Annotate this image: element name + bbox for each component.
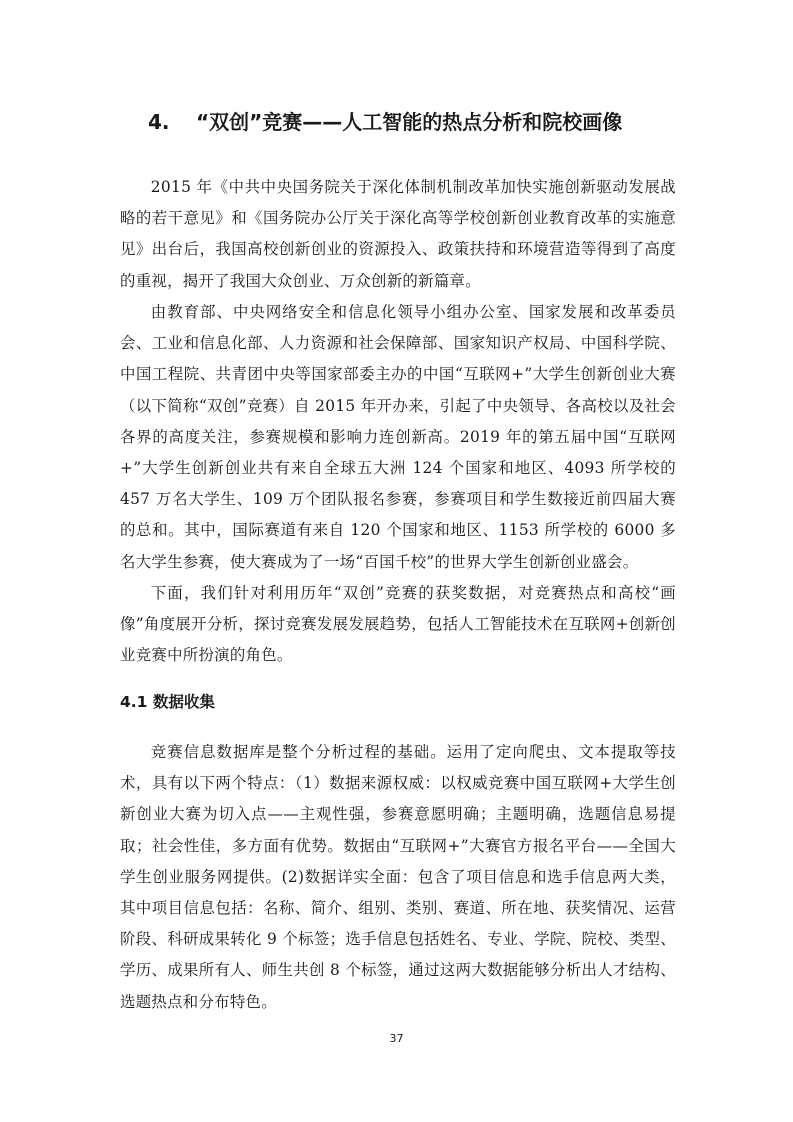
paragraph-data-collection: 竞赛信息数据库是整个分析过程的基础。运用了定向爬虫、文本提取等技术，具有以下两个特点：（1）数据来源权威：以权威竞赛中国互联网+大学生创新创业大赛为切入点——主观性强，参赛意愿明确；主题明确，选题信息易提取；社会性佳，多方面有优势。数据由“互联网+”大赛官方报名平台——全国大学生创业服务网提供。(2)数据详实全面：包含了项目信息和选手信息两大类，其中项目信息包括：名称、简介、组别、类别、赛道、所在地、获奖情况、运营阶段、科研成果转化 9 个标签；选手信息包括姓名、专业、学院、院校、类型、学历、成果所有人、师生共创 8 个标签，通过这两大数据能够分析出人才结构、选题热点和分布特色。 bbox=[120, 743, 676, 1011]
section-title bbox=[148, 107, 708, 137]
page-number: 37 bbox=[389, 1032, 404, 1045]
paragraph-analysis-intro: 下面，我们针对利用历年“双创”竞赛的获奖数据，对竞赛热点和高校“画像”角度展开分析，探讨竞赛发展发展趋势，包括人工智能技术在互联网+创新创业竞赛中所扮演的角色。 bbox=[120, 584, 676, 665]
paragraph-competition-overview: 由教育部、中央网络安全和信息化领导小组办公室、国家发展和改革委员会、工业和信息化部、人力资源和社会保障部、国家知识产权局、中国科学院、中国工程院、共青团中央等国家部委主办的中国“互联网+”大学生创新创业大赛（以下简称“双创”竞赛）自 2015 年开办来，引起了中央领导、各高校以及社会各界的高度关注，参赛规模和影响力连创新高。2019 年的第五届中国“互联网+”大学生创新创业共有来自全球五大洲 124 个国家和地区、4093 所学校的 457 万名大学生、109 万个团队报名参赛，参赛项目和学生数接近前四届大赛的总和。其中，国际赛道有来自 120 个国家和地区、1153 所学校的 6000 多名大学生参赛，使大赛成为了一场“百国千校”的世界大学生创新创业盛会。 bbox=[120, 303, 676, 571]
section-title-text: “双创”竞赛——人工智能的热点分析和院校画像 bbox=[196, 110, 623, 134]
section-number: 4. bbox=[148, 110, 170, 134]
paragraph-policy-background: 2015 年《中共中央国务院关于深化体制机制改革加快实施创新驱动发展战略的若干意见》和《国务院办公厅关于深化高等学校创新创业教育改革的实施意见》出台后，我国高校创新创业的资源投入、政策扶持和环境营造等得到了高度的重视，揭开了我国大众创业、万众创新的新篇章。 bbox=[120, 178, 676, 290]
subsection-title: 4.1 数据收集 bbox=[120, 693, 215, 711]
